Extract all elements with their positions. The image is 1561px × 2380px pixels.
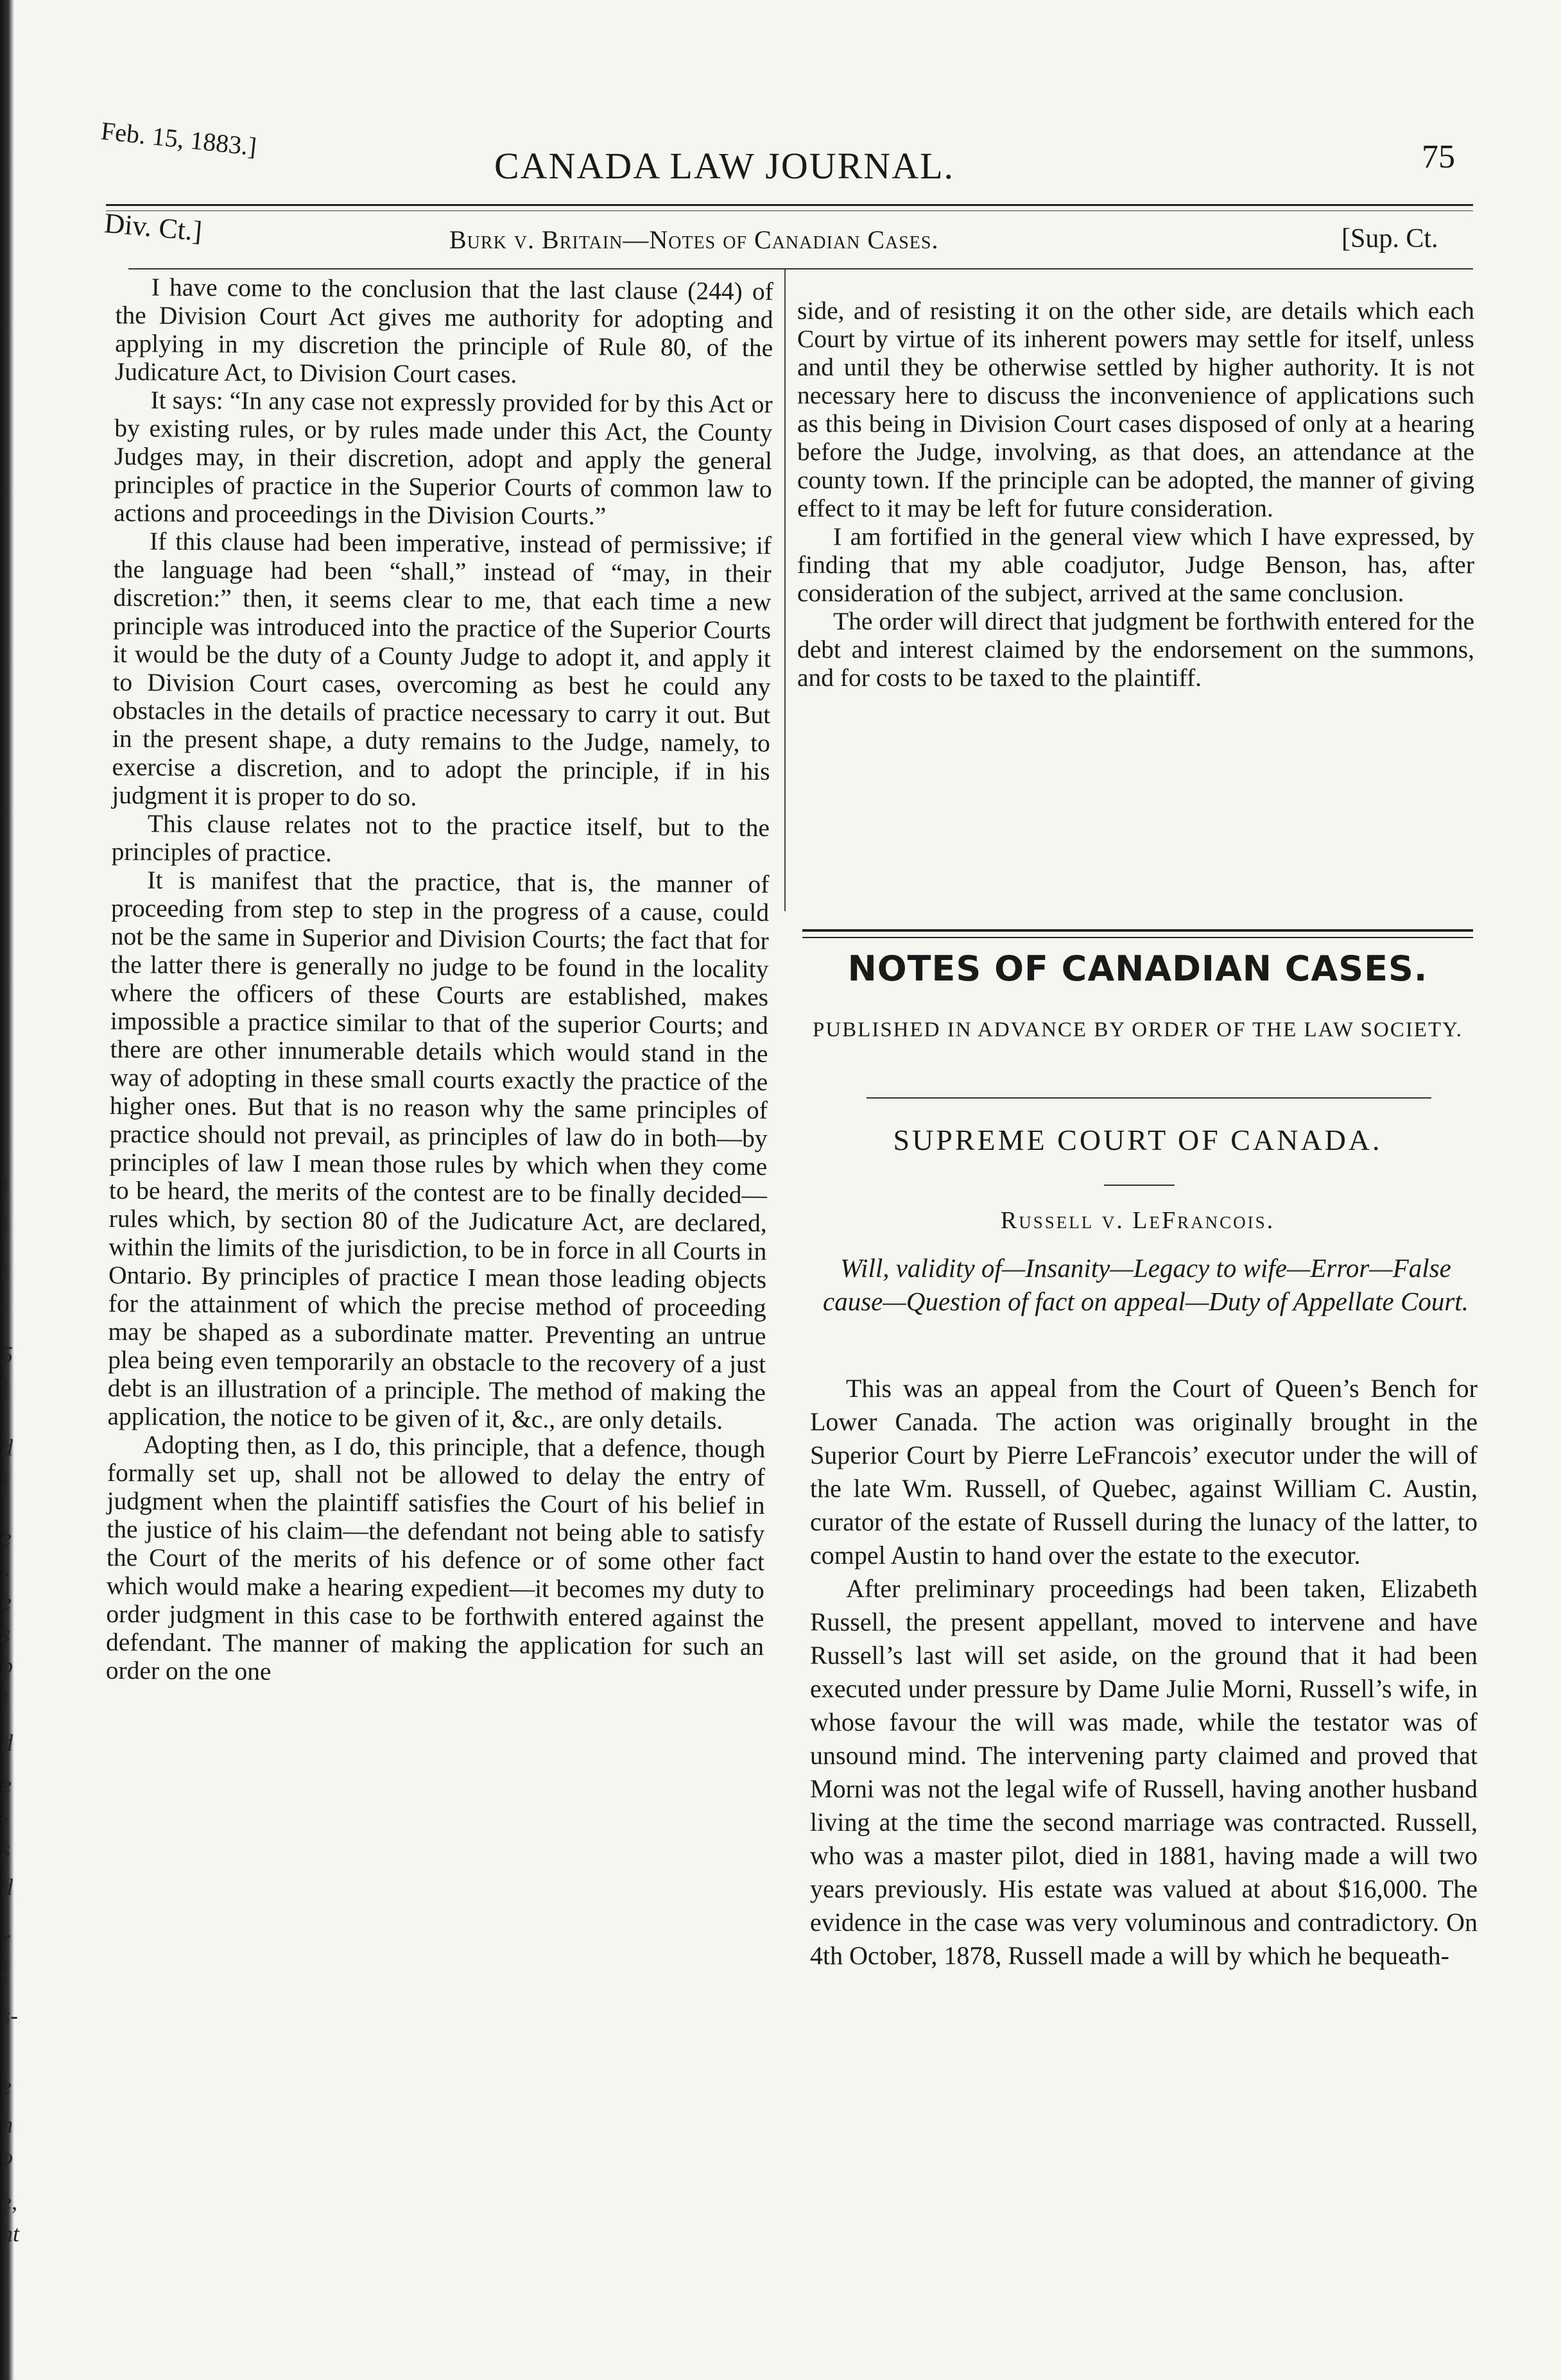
section-rule-thin	[802, 937, 1473, 938]
paragraph: Adopting then, as I do, this principle, that a defence, though formally set up, shall not be allowed to delay the entry of judgment when the plaintiff satisfies the Court of his belief in the justice of his claim—the defendant not being able to satisfy the Court of the merits of his defence or of some other fact which would make a hearing expedient—it becomes my duty to order judgment in this case to be forthwith entered against the defendant. The manner of making the application for such an order on the one	[105, 1430, 766, 1686]
short-rule	[1104, 1185, 1175, 1186]
margin-fragment: nt	[1, 2221, 20, 2247]
subheader-rule	[128, 268, 1473, 270]
right-column-continuation	[797, 296, 1474, 692]
case-headnote: Will, validity of—Insanity—Legacy to wife—Error—False cause—Question of fact on appeal—Duty of Appellate Court.	[823, 1253, 1469, 1316]
margin-fragment: -	[1, 1560, 9, 1586]
margin-fragment: d	[1, 1874, 13, 1900]
running-title-case: Burk v. Britain	[449, 225, 623, 254]
margin-fragment: e	[1, 1772, 12, 1797]
journal-title: CANADA LAW JOURNAL.	[494, 145, 955, 187]
issue-date: Feb. 15, 1883.]	[99, 116, 258, 162]
margin-fragment: s-	[1, 2003, 18, 2028]
margin-fragment: l	[1, 1377, 8, 1403]
running-title-separator: —	[623, 225, 650, 254]
paragraph: I am fortified in the general view which I have expressed, by finding that my able coadjutor, Judge Benson, has, after consideration of the subject, arrived at the same conclusion.	[797, 522, 1474, 607]
margin-fragment: n	[1, 2112, 13, 2137]
margin-fragment: t	[1, 1258, 8, 1284]
paragraph: This was an appeal from the Court of Queen’s Bench for Lower Canada. The action was originally brought in the Superior Court by Pierre LeFrancois’ executor under the will of the late Wm. Russell, of Quebec, against William C. Austin, curator of the estate of Russell during the lunacy of the latter, to compel Austin to hand over the estate to the executor.	[810, 1374, 1478, 1570]
division-label: Div. Ct.]	[103, 207, 203, 248]
case-report-body	[810, 1372, 1478, 1973]
paragraph: It is manifest that the practice, that is, the manner of proceeding from step to step in the progress of a cause, could not be the same in Superior and Division Courts; the fact that for the latter there is generally no judge to be found in the locality where the officers of these Courts are established, makes impossible a practice similar to that of the superior Courts; and there are other innumerable details which would stand in the way of adopting in these small courts exactly the practice of the higher ones. But that is no reason why the same principles of practice should not prevail, as principles of law do in both—by principles of law I mean those rules by which when they come to be heard, the merits of the contest are to be finally decided—rules which, by section 80 of the Judicature Act, are declared, within the limits of the jurisdiction, to be in force in all Courts in Ontario. By principles of practice I mean those leading objects for the attainment of which the precise method of proceeding may be shaped as a subordinate matter. Preventing an untrue plea being even temporarily an obstacle to the recovery of a just debt is an illustration of a principle. The method of making the application, the notice to be given of it, &c., are only details.	[107, 866, 770, 1435]
margin-fragment: -	[1, 1804, 9, 1829]
paragraph: It says: “In any case not expressly provided for by this Act or by existing rules, or by rules made under this Act, the County Judges may, in their discretion, adopt and apply the general principles of practice in the Superior Courts of common law to actions and proceedings in the Division Courts.”	[114, 386, 773, 531]
case-title: Russell v. LeFrancois.	[1000, 1207, 1275, 1234]
margin-fragment: d	[1, 1730, 13, 1756]
margin-fragment: e	[1, 1589, 12, 1614]
running-title	[449, 225, 938, 255]
margin-fragment: t	[1, 1958, 8, 1983]
court-heading: SUPREME COURT OF CANADA.	[893, 1124, 1383, 1156]
margin-fragment: o	[1, 2144, 13, 2170]
margin-fragment: p	[1, 1653, 13, 1679]
running-title-section: Notes of Canadian Cases.	[649, 225, 939, 254]
section-heading: NOTES OF CANADIAN CASES.	[847, 948, 1428, 989]
paragraph: The order will direct that judgment be forthwith entered for the debt and interest claimed by the endorsement on the summons, and for costs to be taxed to the plaintiff.	[797, 607, 1474, 692]
paragraph: After preliminary proceedings had been taken, Elizabeth Russell, the present appellant, moved to intervene and have Russell’s last will set aside, on the ground that it had been executed under pressure by Dame Julie Morni, Russell’s wife, in whose favour the will was made, while the testator was of unsound mind. The intervening party claimed and proved that Morni was not the legal wife of Russell, having another husband living at the time the second marriage was contracted. Russell, who was a master pilot, died in 1881, having made a will two years previously. His estate was valued at about $16,000. The evidence in the case was very voluminous and contradictory. On 4th October, 1878, Russell made a will by which he bequeath-	[810, 1574, 1478, 1970]
margin-fragment: e	[1, 1525, 12, 1550]
margin-fragment: t	[1, 1470, 8, 1496]
section-subheading: PUBLISHED IN ADVANCE BY ORDER OF THE LAW SOCIETY.	[812, 1018, 1463, 1041]
paragraph: If this clause had been imperative, instead of permissive; if the language had been “shall,” instead of “may, in their discretion:” then, it seems clear to me, that each time a new principle was introduced into the practice of the Superior Courts it would be the duty of a County Judge to adopt it, and apply it to Division Court cases, overcoming as best he could any obstacles in the details of practice necessary to carry it out. But in the present shape, a duty remains to the Judge, namely, to exercise a discretion, and to adopt the principle, if in his judgment it is proper to do so.	[112, 527, 772, 812]
court-reference: [Sup. Ct.	[1341, 224, 1438, 253]
header-rule	[106, 204, 1473, 206]
margin-fragment: l	[1, 1688, 8, 1714]
paragraph: This clause relates not to the practice itself, but to the principles of practice.	[111, 809, 770, 868]
header-rule-thin	[106, 210, 1473, 211]
margin-fragment: r	[1, 1926, 11, 1951]
column-divider	[784, 270, 786, 911]
left-column	[101, 273, 773, 2350]
margin-fragment: e	[1, 2073, 12, 2099]
margin-fragment: l	[1, 1175, 8, 1201]
section-rule	[867, 1097, 1431, 1099]
paragraph: side, and of resisting it on the other side, are details which each Court by virtue of its inherent powers may settle for itself, unless and until they be otherwise settled by higher authority. It is not necessary here to discuss the inconvenience of applications such as this being in Division Court cases disposed of only at a hearing before the Judge, involving, as that does, an attendance at the county town. If the principle can be adopted, the manner of giving effect to it may be left for future consideration.	[797, 296, 1474, 522]
margin-fragment: d	[1, 1435, 13, 1460]
paragraph: I have come to the conclusion that the last clause (244) of the Division Court Act gives me authority for adopting and applying in my discretion the principle of Rule 80, of the Judicature Act, to Division Court cases.	[114, 273, 773, 389]
margin-fragment: e,	[1, 2189, 17, 2214]
margin-fragment: 5	[1, 1342, 13, 1367]
margin-fragment: l	[1, 1213, 8, 1239]
margin-fragment: s	[1, 1836, 11, 1862]
margin-fragment: s	[1, 1621, 11, 1647]
section-rule-thick	[802, 929, 1473, 932]
page-number: 75	[1422, 139, 1455, 175]
